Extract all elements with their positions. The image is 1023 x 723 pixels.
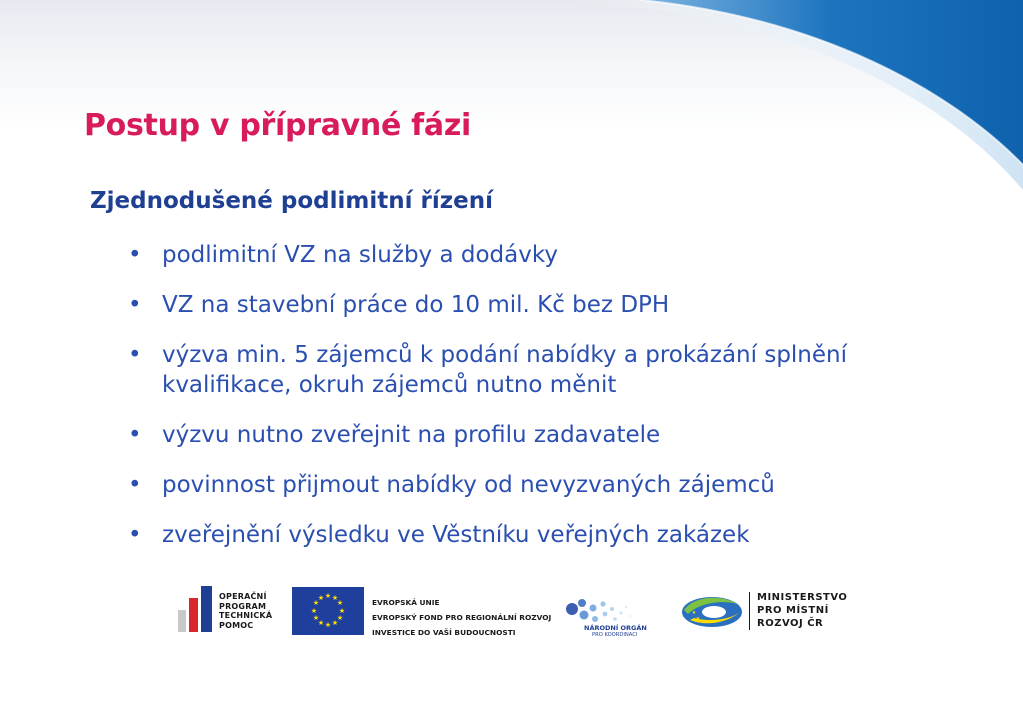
- mmr-logo-line: MINISTERSTVO: [757, 592, 848, 603]
- op-logo-bar-gray: [178, 610, 186, 632]
- blue-swoosh-decoration: [0, 0, 1023, 200]
- svg-text:★: ★: [312, 599, 320, 607]
- op-logo-bar-blue: [201, 586, 212, 632]
- bullet-text: výzvu nutno zveřejnit na profilu zadavatele: [162, 422, 661, 448]
- svg-text:★: ★: [695, 616, 701, 622]
- bullet-list: [128, 240, 958, 570]
- bullet-item: [128, 520, 958, 550]
- svg-text:★: ★: [336, 614, 344, 622]
- svg-text:★: ★: [317, 594, 325, 602]
- logo-strip: [0, 580, 1023, 650]
- bullet-item: [128, 290, 958, 320]
- mmr-logo-line: PRO MÍSTNÍ: [757, 605, 829, 616]
- bullet-text: VZ na stavební práce do 10 mil. Kč bez DPH: [162, 292, 670, 318]
- svg-text:★: ★: [310, 607, 318, 615]
- bullet-dot: •: [128, 292, 142, 318]
- bullet-item: [128, 340, 958, 400]
- op-logo-line: PROGRAM: [219, 601, 267, 611]
- svg-text:★: ★: [336, 599, 344, 607]
- bullet-dot: •: [128, 342, 142, 368]
- bullet-item: [128, 240, 958, 270]
- eu-logo-text: [372, 595, 551, 640]
- svg-text:★: ★: [317, 619, 325, 627]
- mmr-logo-icon: [680, 590, 744, 630]
- svg-text:★: ★: [312, 614, 320, 622]
- op-technicka-pomoc-logo: [176, 580, 276, 640]
- op-logo-text: [219, 592, 272, 630]
- svg-text:★: ★: [324, 592, 332, 600]
- eu-logo-line: EVROPSKÝ FOND PRO REGIONÁLNÍ ROZVOJ: [372, 613, 552, 622]
- mmr-logo-line: ROZVOJ ČR: [757, 618, 824, 629]
- svg-text:★: ★: [691, 610, 697, 616]
- svg-text:★: ★: [324, 621, 332, 629]
- slide-subtitle: Zjednodušené podlimitní řízení: [90, 188, 493, 214]
- svg-text:★: ★: [331, 619, 339, 627]
- eu-flag-icon: [292, 587, 364, 635]
- bullet-text: povinnost přijmout nabídky od nevyzvaných zájemců: [162, 472, 775, 498]
- bullet-dot: •: [128, 472, 142, 498]
- bullet-dot: •: [128, 422, 142, 448]
- mmr-divider: [749, 592, 750, 630]
- bullet-text: výzva min. 5 zájemců k podání nabídky a prokázání splnění kvalifikace, okruh zájemců nutno měnit: [162, 342, 848, 398]
- narodni-organ-subname: PRO KOORDINACI: [592, 632, 638, 638]
- slide-title: Postup v přípravné fázi: [84, 108, 471, 143]
- bullet-dot: •: [128, 242, 142, 268]
- op-logo-line: TECHNICKÁ: [219, 611, 273, 620]
- bullet-dot: •: [128, 522, 142, 548]
- narodni-organ-name: NÁRODNÍ ORGÁN: [584, 624, 647, 632]
- bullet-text: podlimitní VZ na služby a dodávky: [162, 242, 558, 268]
- eu-logo-line: INVESTICE DO VAŠÍ BUDOUCNOSTI: [372, 628, 516, 637]
- mmr-logo-text: [757, 591, 847, 630]
- bullet-item: [128, 420, 958, 450]
- op-logo-line: POMOC: [219, 620, 254, 630]
- bullet-text: zveřejnění výsledku ve Věstníku veřejných zakázek: [162, 522, 750, 548]
- op-logo-bar-red: [189, 598, 198, 632]
- svg-text:★: ★: [338, 607, 346, 615]
- svg-text:★: ★: [331, 594, 339, 602]
- op-logo-line: OPERAČNÍ: [219, 592, 267, 601]
- bullet-item: [128, 470, 958, 500]
- eu-logo-line: EVROPSKÁ UNIE: [372, 598, 440, 607]
